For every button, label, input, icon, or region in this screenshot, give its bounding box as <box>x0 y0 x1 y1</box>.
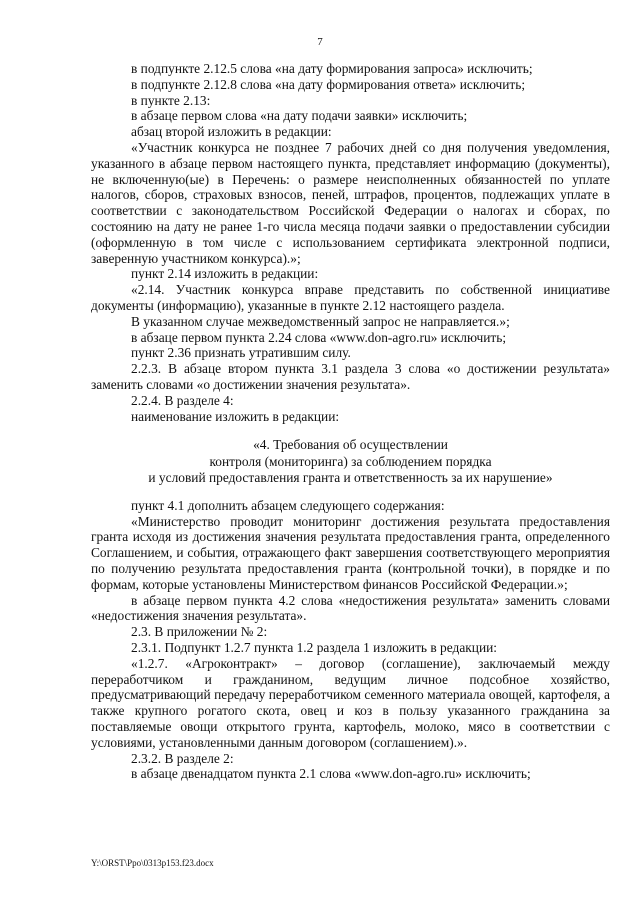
file-path-footer: Y:\ORST\Ppo\0313p153.f23.docx <box>91 858 214 868</box>
paragraph: 2.3.1. Подпункт 1.2.7 пункта 1.2 раздела 1 изложить в редакции: <box>131 640 497 655</box>
section-heading-line: контроля (мониторинга) за соблюдением порядка <box>209 453 492 469</box>
paragraph: в абзаце первом слова «на дату подачи заявки» исключить; <box>131 108 468 124</box>
section-heading <box>91 437 610 487</box>
paragraph: в подпункте 2.12.5 слова «на дату формирования запроса» исключить; <box>131 61 533 76</box>
paragraph: «Участник конкурса не позднее 7 рабочих дней со дня получения уведомления, указанного в абзаце первом настоящего пункта, представляет информацию (документы), не включенную(ые) в Перечень: о размере неисполненных обязанностей по уплате налогов, сборов, страховых взносов, пеней, штрафов, процентов, подлежащих уплате в соответствии с законодательством Российской Федерации о налогах и сборах, по состоянию на дату не ранее 1-го числа месяца подачи заявки о предоставлении субсидии (оформленную в том числе с использованием сертификата электронной подписи, заверенную участником конкурса).»; <box>91 139 610 266</box>
section-heading-line: и условий предоставления гранта и ответственность за их нарушение» <box>148 470 553 486</box>
paragraph: в пункте 2.13: <box>131 92 211 108</box>
paragraph: в абзаце двенадцатом пункта 2.1 слова «www.don-agro.ru» исключить; <box>131 766 531 782</box>
page-number: 7 <box>317 36 323 48</box>
paragraph: в абзаце первом пункта 2.24 слова «www.don-agro.ru» исключить; <box>131 329 507 345</box>
paragraph: В указанном случае межведомственный запрос не направляется.»; <box>131 313 510 329</box>
paragraph: «Министерство проводит мониторинг достижения результата предоставления гранта исходя из достижения значения результата предоставления гранта, определенного Соглашением, и события, отражающего факт завершения соответствующего мероприятия по получению результата предоставления гранта (контрольной точки), в порядке и по формам, которые установлены Министерством финансов Российской Федерации.»; <box>91 513 610 592</box>
paragraph: в абзаце первом пункта 4.2 слова «недостижения результата» заменить словами «недостижения значения результата». <box>91 592 610 624</box>
paragraph: 2.2.3. В абзаце втором пункта 3.1 раздела 3 слова «о достижении результата» заменить словами «о достижении значения результата». <box>91 361 610 392</box>
document-body <box>91 61 610 782</box>
paragraph: в подпункте 2.12.8 слова «на дату формирования ответа» исключить; <box>131 76 526 92</box>
paragraph: «1.2.7. «Агроконтракт» – договор (соглашение), заключаемый между переработчиком и гражданином, ведущим личное подсобное хозяйство, предусматривающий передачу переработчиком семенного материала овощей, картофеля, а также крупного рогатого скота, овец и коз в пользу указанного гражданина за поставляемые овощи открытого грунта, картофель, молоко, мясо в соответствии с условиями, установленными данным договором (соглашением).». <box>91 655 610 750</box>
section-heading-line: «4. Требования об осуществлении <box>253 437 448 453</box>
paragraph: «2.14. Участник конкурса вправе представить по собственной инициативе документы (информацию), указанные в пункте 2.12 настоящего раздела. <box>91 282 610 313</box>
paragraph: 2.3.2. В разделе 2: <box>131 750 234 766</box>
paragraph: 2.3. В приложении № 2: <box>131 624 268 640</box>
paragraph: пункт 4.1 дополнить абзацем следующего содержания: <box>131 497 445 513</box>
paragraph: наименование изложить в редакции: <box>131 408 340 424</box>
paragraph: 2.2.4. В разделе 4: <box>131 392 234 408</box>
paragraph: пункт 2.14 изложить в редакции: <box>131 266 319 282</box>
paragraph: абзац второй изложить в редакции: <box>131 124 332 140</box>
paragraph: пункт 2.36 признать утратившим силу. <box>131 345 351 361</box>
